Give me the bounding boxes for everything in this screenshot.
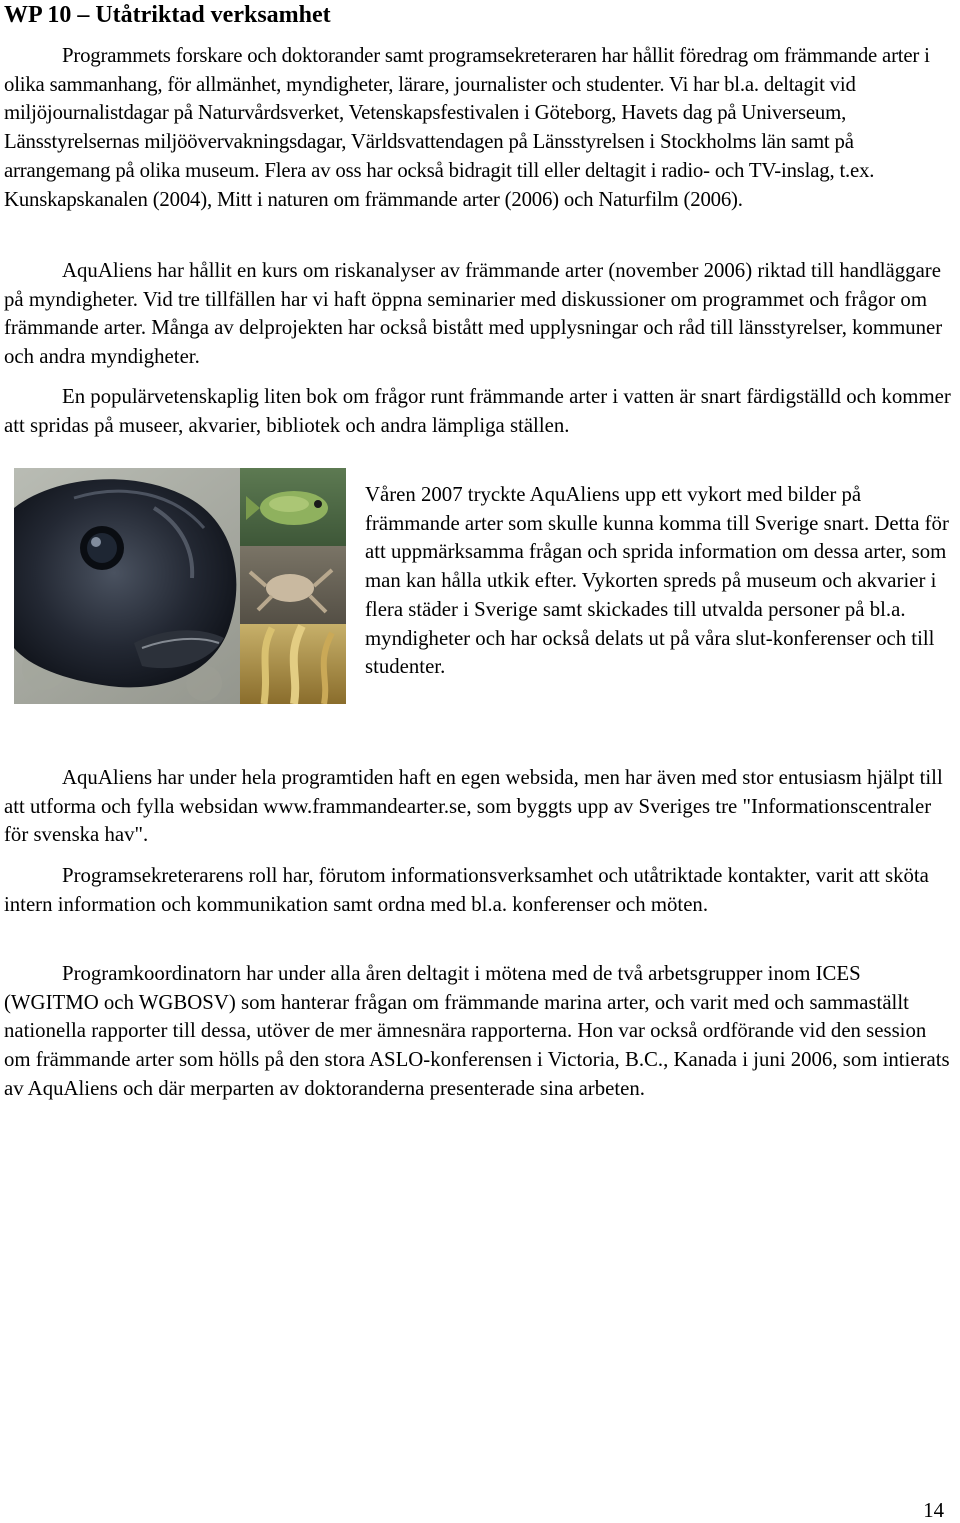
section-heading: WP 10 – Utåtriktad verksamhet bbox=[4, 2, 331, 28]
invasive-species-postcard-image bbox=[14, 468, 346, 704]
postcard-description: Våren 2007 tryckte AquAliens upp ett vykort med bilder på främmande arter som skulle kunna komma till Sverige snart. Detta för att uppmärksamma frågan och sprida information om dessa arter, som man kan hålla utkik efter. Vykorten spreds på museum och akvarier i flera städer i Sverige samt skickades till utvalda personer på bl.a. myndigheter och har också delats ut på våra slut-konferenser och till studenter. bbox=[365, 483, 949, 679]
paragraph-presentations: Programmets forskare och doktorander samt programsekreteraren har hållit föredrag om främmande arter i olika sammanhang, för allmänhet, myndigheter, lärare, journalister och studenter. Vi har bl.a. deltagit vid miljöjournalistdagar på Naturvårdsverket, Vetenskapsfestivalen i Göteborg, Havets dag på Universeum, Länsstyrelsernas miljöövervakningsdagar, Världsvattendagen på Länsstyrelsen i Stockholms län samt på arrangemang på olika museum. Flera av oss har också bidragit till eller deltagit i radio- och TV-inslag, t.ex. Kunskapskanalen (2004), Mitt i naturen om främmande arter (2006) och Naturfilm (2006). bbox=[4, 44, 930, 211]
paragraph-website: AquAliens har under hela programtiden haft en egen websida, men har även med stor entusiasm hjälpt till att utforma och fylla websidan www.frammandearter.se, som byggts upp av Sveriges tre "Informationscentraler för svenska hav". bbox=[4, 766, 943, 847]
paragraph-course: AquAliens har hållit en kurs om riskanalyser av främmande arter (november 2006) riktad till handläggare på myndigheter. Vid tre tillfällen har vi haft öppna seminarier med diskussioner om programmet och frågor om främmande arter. Många av delprojekten har också bistått med upplysningar och råd till länsstyrelser, kommuner och andra myndigheter. bbox=[4, 259, 943, 369]
paragraph-coordinator: Programkoordinatorn har under alla åren deltagit i mötena med de två arbetsgrupper inom ICES (WGITMO och WGBOSV) som hanterar frågan om främmande marina arter, och varit med och sammaställt nationella rapporter till dessa, utöver de mer ämnesnära rapporterna. Hon var också ordförande vid den session om främmande arter som hölls på den stora ASLO-konferensen i Victoria, B.C., Kanada i juni 2006, som intierats av AquAliens och där merparten av doktoranderna presenterade sina arbeten. bbox=[4, 962, 950, 1100]
page-number: 14 bbox=[923, 1499, 944, 1522]
paragraph-secretary-role: Programsekreterarens roll har, förutom informationsverksamhet och utåtriktade kontakter, varit att sköta intern information och kommunikation samt ordna med bl.a. konferenser och möten. bbox=[4, 864, 929, 916]
paragraph-book: En populärvetenskaplig liten bok om frågor runt främmande arter i vatten är snart färdigställd och kommer att spridas på museer, akvarier, bibliotek och andra lämpliga ställen. bbox=[4, 385, 951, 437]
